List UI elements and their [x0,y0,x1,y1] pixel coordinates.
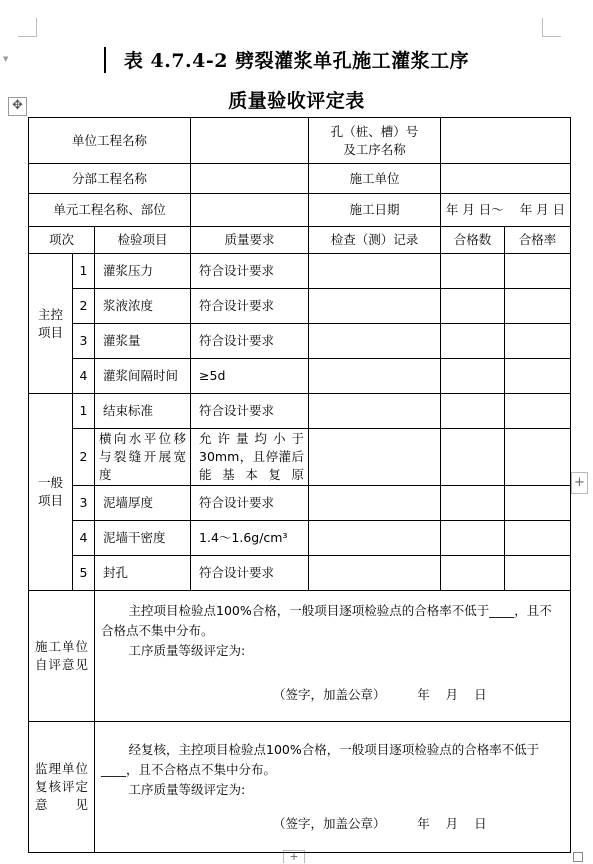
record-cell[interactable] [309,359,441,394]
table-move-handle-icon[interactable]: ✥ [8,97,27,116]
self-eval-content[interactable] [95,591,571,722]
item-number: 4 [73,359,95,394]
element-project-value[interactable] [191,194,309,227]
item-number: 2 [73,429,95,486]
qualified-count-cell[interactable] [441,254,505,289]
table-row [29,429,571,486]
hole-label-line2: 及工序名称 [343,141,406,157]
element-project-label: 单元工程名称、部位 [29,194,191,227]
item-number: 1 [73,254,95,289]
self-eval-grade: 工序质量等级评定为: [128,643,246,658]
self-eval-label: 施工单位自评意见 [29,591,95,722]
qualified-rate-cell[interactable] [505,359,571,394]
record-cell[interactable] [309,556,441,591]
qualified-rate-cell[interactable] [505,429,571,486]
hole-value[interactable] [441,118,571,164]
item-requirement: 符合设计要求 [191,289,309,324]
item-number: 1 [73,394,95,429]
add-row-icon[interactable]: + [283,850,305,863]
self-eval-signature: （签字，加盖公章） 年 月 日 [273,687,487,702]
record-cell[interactable] [309,394,441,429]
unit-project-value[interactable] [191,118,309,164]
page-corner-mark [542,18,561,37]
add-column-icon[interactable]: + [571,472,588,494]
supervisor-eval-signature: （签字，加盖公章） 年 月 日 [273,816,487,831]
self-eval-text: 主控项目检验点100%合格，一般项目逐项检验点的合格率不低于____，且不合格点不集中分布。 [101,603,552,638]
column-header-requirement: 质量要求 [191,227,309,254]
main-group-label [29,254,73,394]
record-cell[interactable] [309,486,441,521]
item-number: 5 [73,556,95,591]
qualified-count-cell[interactable] [441,394,505,429]
item-number: 3 [73,324,95,359]
record-cell[interactable] [309,429,441,486]
qualified-count-cell[interactable] [441,486,505,521]
sub-project-label: 分部工程名称 [29,164,191,194]
table-row [29,254,571,289]
hole-label-line1: 孔（桩、槽）号 [330,123,419,139]
table-row [29,359,571,394]
qualified-rate-cell[interactable] [505,394,571,429]
margin-arrow-icon: ▼ [3,55,9,63]
main-group-label-line1: 主控 [37,306,63,322]
general-group-label-line2: 项目 [37,493,63,508]
table-row [29,324,571,359]
qualified-count-cell[interactable] [441,521,505,556]
item-requirement: 符合设计要求 [191,254,309,289]
sub-project-value[interactable] [191,164,309,194]
unit-project-label: 单位工程名称 [29,118,191,164]
item-name: 浆液浓度 [95,289,191,324]
qualified-rate-cell[interactable] [505,486,571,521]
main-group-label-line2: 项目 [37,324,63,340]
page-corner-mark [18,18,37,37]
column-header-item: 检验项目 [95,227,191,254]
inspection-form-table [28,117,571,853]
table-resize-handle[interactable] [573,852,583,862]
qualified-count-cell[interactable] [441,556,505,591]
item-name: 灌浆量 [95,324,191,359]
item-requirement: 允许量均小于30mm，且停灌后能基本复原 [191,429,309,486]
qualified-rate-cell[interactable] [505,556,571,591]
item-requirement: 符合设计要求 [191,556,309,591]
qualified-count-cell[interactable] [441,359,505,394]
record-cell[interactable] [309,521,441,556]
column-header-no: 项次 [29,227,95,254]
qualified-count-cell[interactable] [441,324,505,359]
general-group-label [29,394,73,591]
qualified-count-cell[interactable] [441,429,505,486]
item-requirement: ≥5d [191,359,309,394]
record-cell[interactable] [309,254,441,289]
item-name: 泥墙厚度 [95,486,191,521]
qualified-rate-cell[interactable] [505,254,571,289]
table-row [29,289,571,324]
document-title: 表 4.7.4-2 劈裂灌浆单孔施工灌浆工序 [123,50,470,72]
item-name: 横向水平位移与裂缝开展宽度 [95,429,191,486]
table-row [29,556,571,591]
table-row [29,394,571,429]
construction-unit-value[interactable] [441,164,571,194]
table-row [29,486,571,521]
record-cell[interactable] [309,289,441,324]
supervisor-eval-text: 经复核，主控项目检验点100%合格，一般项目逐项检验点的合格率不低于____，且不合格点不集中分布。 [101,742,540,777]
item-number: 3 [73,486,95,521]
column-header-record: 检查（测）记录 [309,227,441,254]
item-number: 2 [73,289,95,324]
hole-label [309,118,441,164]
qualified-rate-cell[interactable] [505,324,571,359]
supervisor-eval-label: 监理单位复核评定意见 [29,722,95,853]
item-name: 灌浆间隔时间 [95,359,191,394]
column-header-qualified-rate: 合格率 [505,227,571,254]
qualified-count-cell[interactable] [441,289,505,324]
item-name: 灌浆压力 [95,254,191,289]
supervisor-eval-content[interactable] [95,722,571,853]
item-requirement: 符合设计要求 [191,486,309,521]
qualified-rate-cell[interactable] [505,289,571,324]
item-name: 结束标准 [95,394,191,429]
item-name: 封孔 [95,556,191,591]
item-name: 泥墙干密度 [95,521,191,556]
construction-date-value[interactable]: 年 月 日～ 年 月 日 [441,194,571,227]
item-requirement: 符合设计要求 [191,394,309,429]
document-subtitle: 质量验收评定表 [228,90,365,112]
record-cell[interactable] [309,324,441,359]
item-requirement: 1.4～1.6g/cm³ [191,521,309,556]
general-group-label-line1: 一般 [37,475,63,490]
supervisor-eval-grade: 工序质量等级评定为: [128,782,246,797]
item-requirement: 符合设计要求 [191,324,309,359]
item-number: 4 [73,521,95,556]
column-header-qualified-count: 合格数 [441,227,505,254]
qualified-rate-cell[interactable] [505,521,571,556]
construction-date-label: 施工日期 [309,194,441,227]
table-row [29,521,571,556]
construction-unit-label: 施工单位 [309,164,441,194]
